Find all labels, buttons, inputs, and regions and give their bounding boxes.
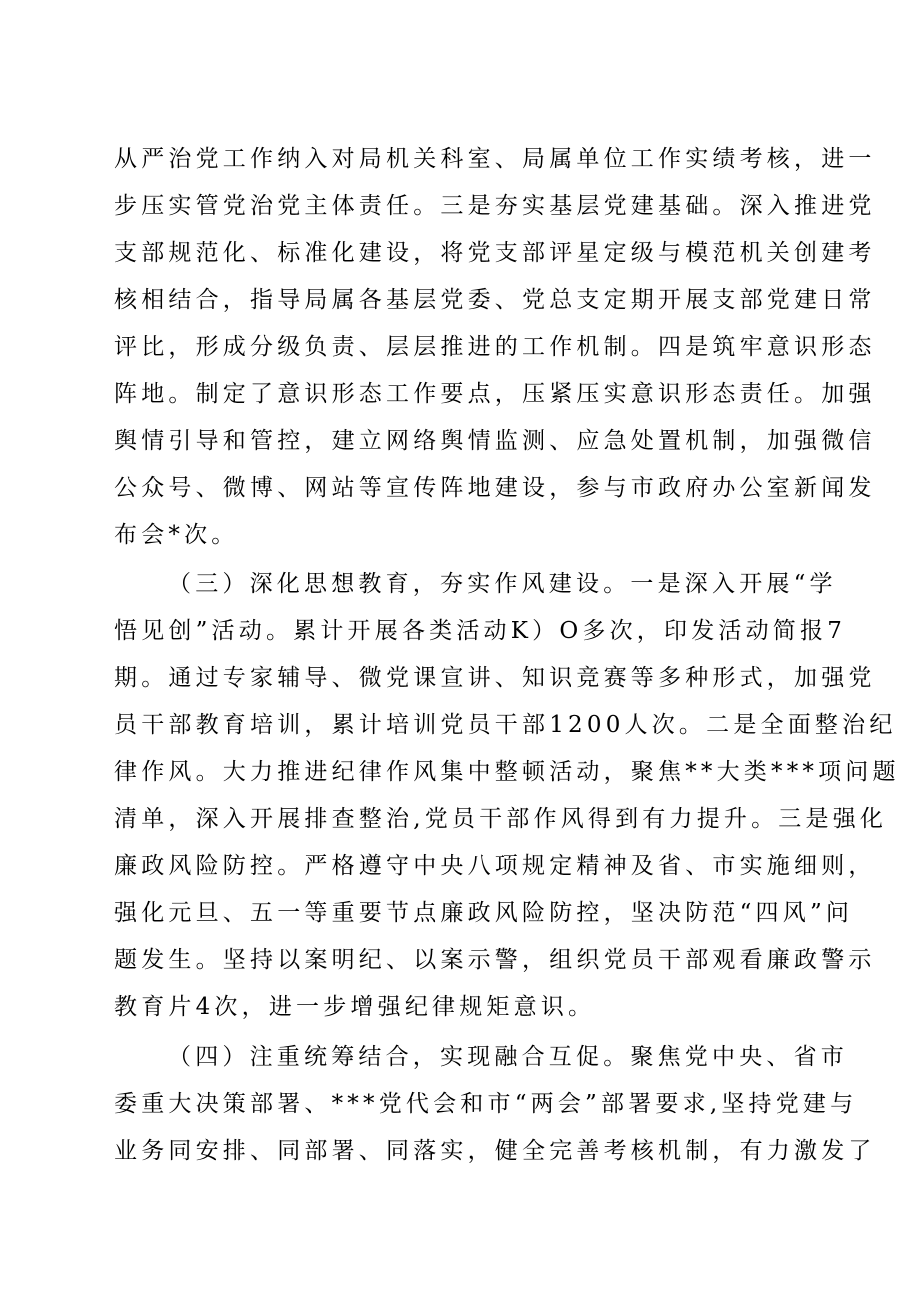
text-line: 强化元旦、五一等重要节点廉政风险防控，坚决防范“四风”问	[114, 900, 854, 926]
text-line: 清单，深入开展排查整治,党员干部作风得到有力提升。三是强化	[114, 806, 888, 832]
paragraph-coordination	[114, 1034, 876, 1175]
text-line: （三）深化思想教育，夯实作风建设。一是深入开展“学	[168, 571, 837, 597]
paragraph-ideological-education	[114, 561, 900, 1031]
paragraph-party-building	[114, 136, 876, 559]
text-line: 题发生。坚持以案明纪、以案示警，组织党员干部观看廉政警示	[114, 947, 876, 973]
text-line: 从严治党工作纳入对局机关科室、局属单位工作实绩考核，进一	[114, 146, 876, 172]
text-line: 悟见创”活动。累计开展各类活动K）O多次，印发活动简报7	[114, 618, 847, 644]
text-line: 阵地。制定了意识形态工作要点，压紧压实意识形态责任。加强	[114, 381, 876, 407]
text-line: 核相结合，指导局属各基层党委、党总支定期开展支部党建日常	[114, 287, 876, 313]
text-line: 廉政风险防控。严格遵守中央八项规定精神及省、市实施细则，	[114, 853, 876, 879]
text-line: 评比，形成分级负责、层层推进的工作机制。四是筑牢意识形态	[114, 334, 876, 360]
text-line: 员干部教育培训，累计培训党员干部1200人次。二是全面整治纪	[114, 712, 897, 738]
text-line: 委重大决策部署、***党代会和市“两会”部署要求,坚持党建与	[114, 1091, 858, 1117]
text-line: 教育片4次，进一步增强纪律规矩意识。	[114, 994, 596, 1020]
text-line: 支部规范化、标准化建设，将党支部评星定级与模范机关创建考	[114, 240, 876, 266]
text-line: （四）注重统筹结合，实现融合互促。聚焦党中央、省市	[168, 1044, 848, 1070]
text-line: 期。通过专家辅导、微党课宣讲、知识竞赛等多种形式，加强党	[114, 665, 876, 691]
text-line: 律作风。大力推进纪律作风集中整顿活动，聚焦**大类***项问题	[114, 759, 900, 785]
text-line: 布会*次。	[114, 522, 239, 548]
text-line: 步压实管党治党主体责任。三是夯实基层党建基础。深入推进党	[114, 193, 876, 219]
text-line: 业务同安排、同部署、同落实，健全完善考核机制，有力激发了	[114, 1138, 876, 1164]
text-line: 舆情引导和管控，建立网络舆情监测、应急处置机制，加强微信	[114, 428, 876, 454]
text-line: 公众号、微博、网站等宣传阵地建设，参与市政府办公室新闻发	[114, 475, 876, 501]
